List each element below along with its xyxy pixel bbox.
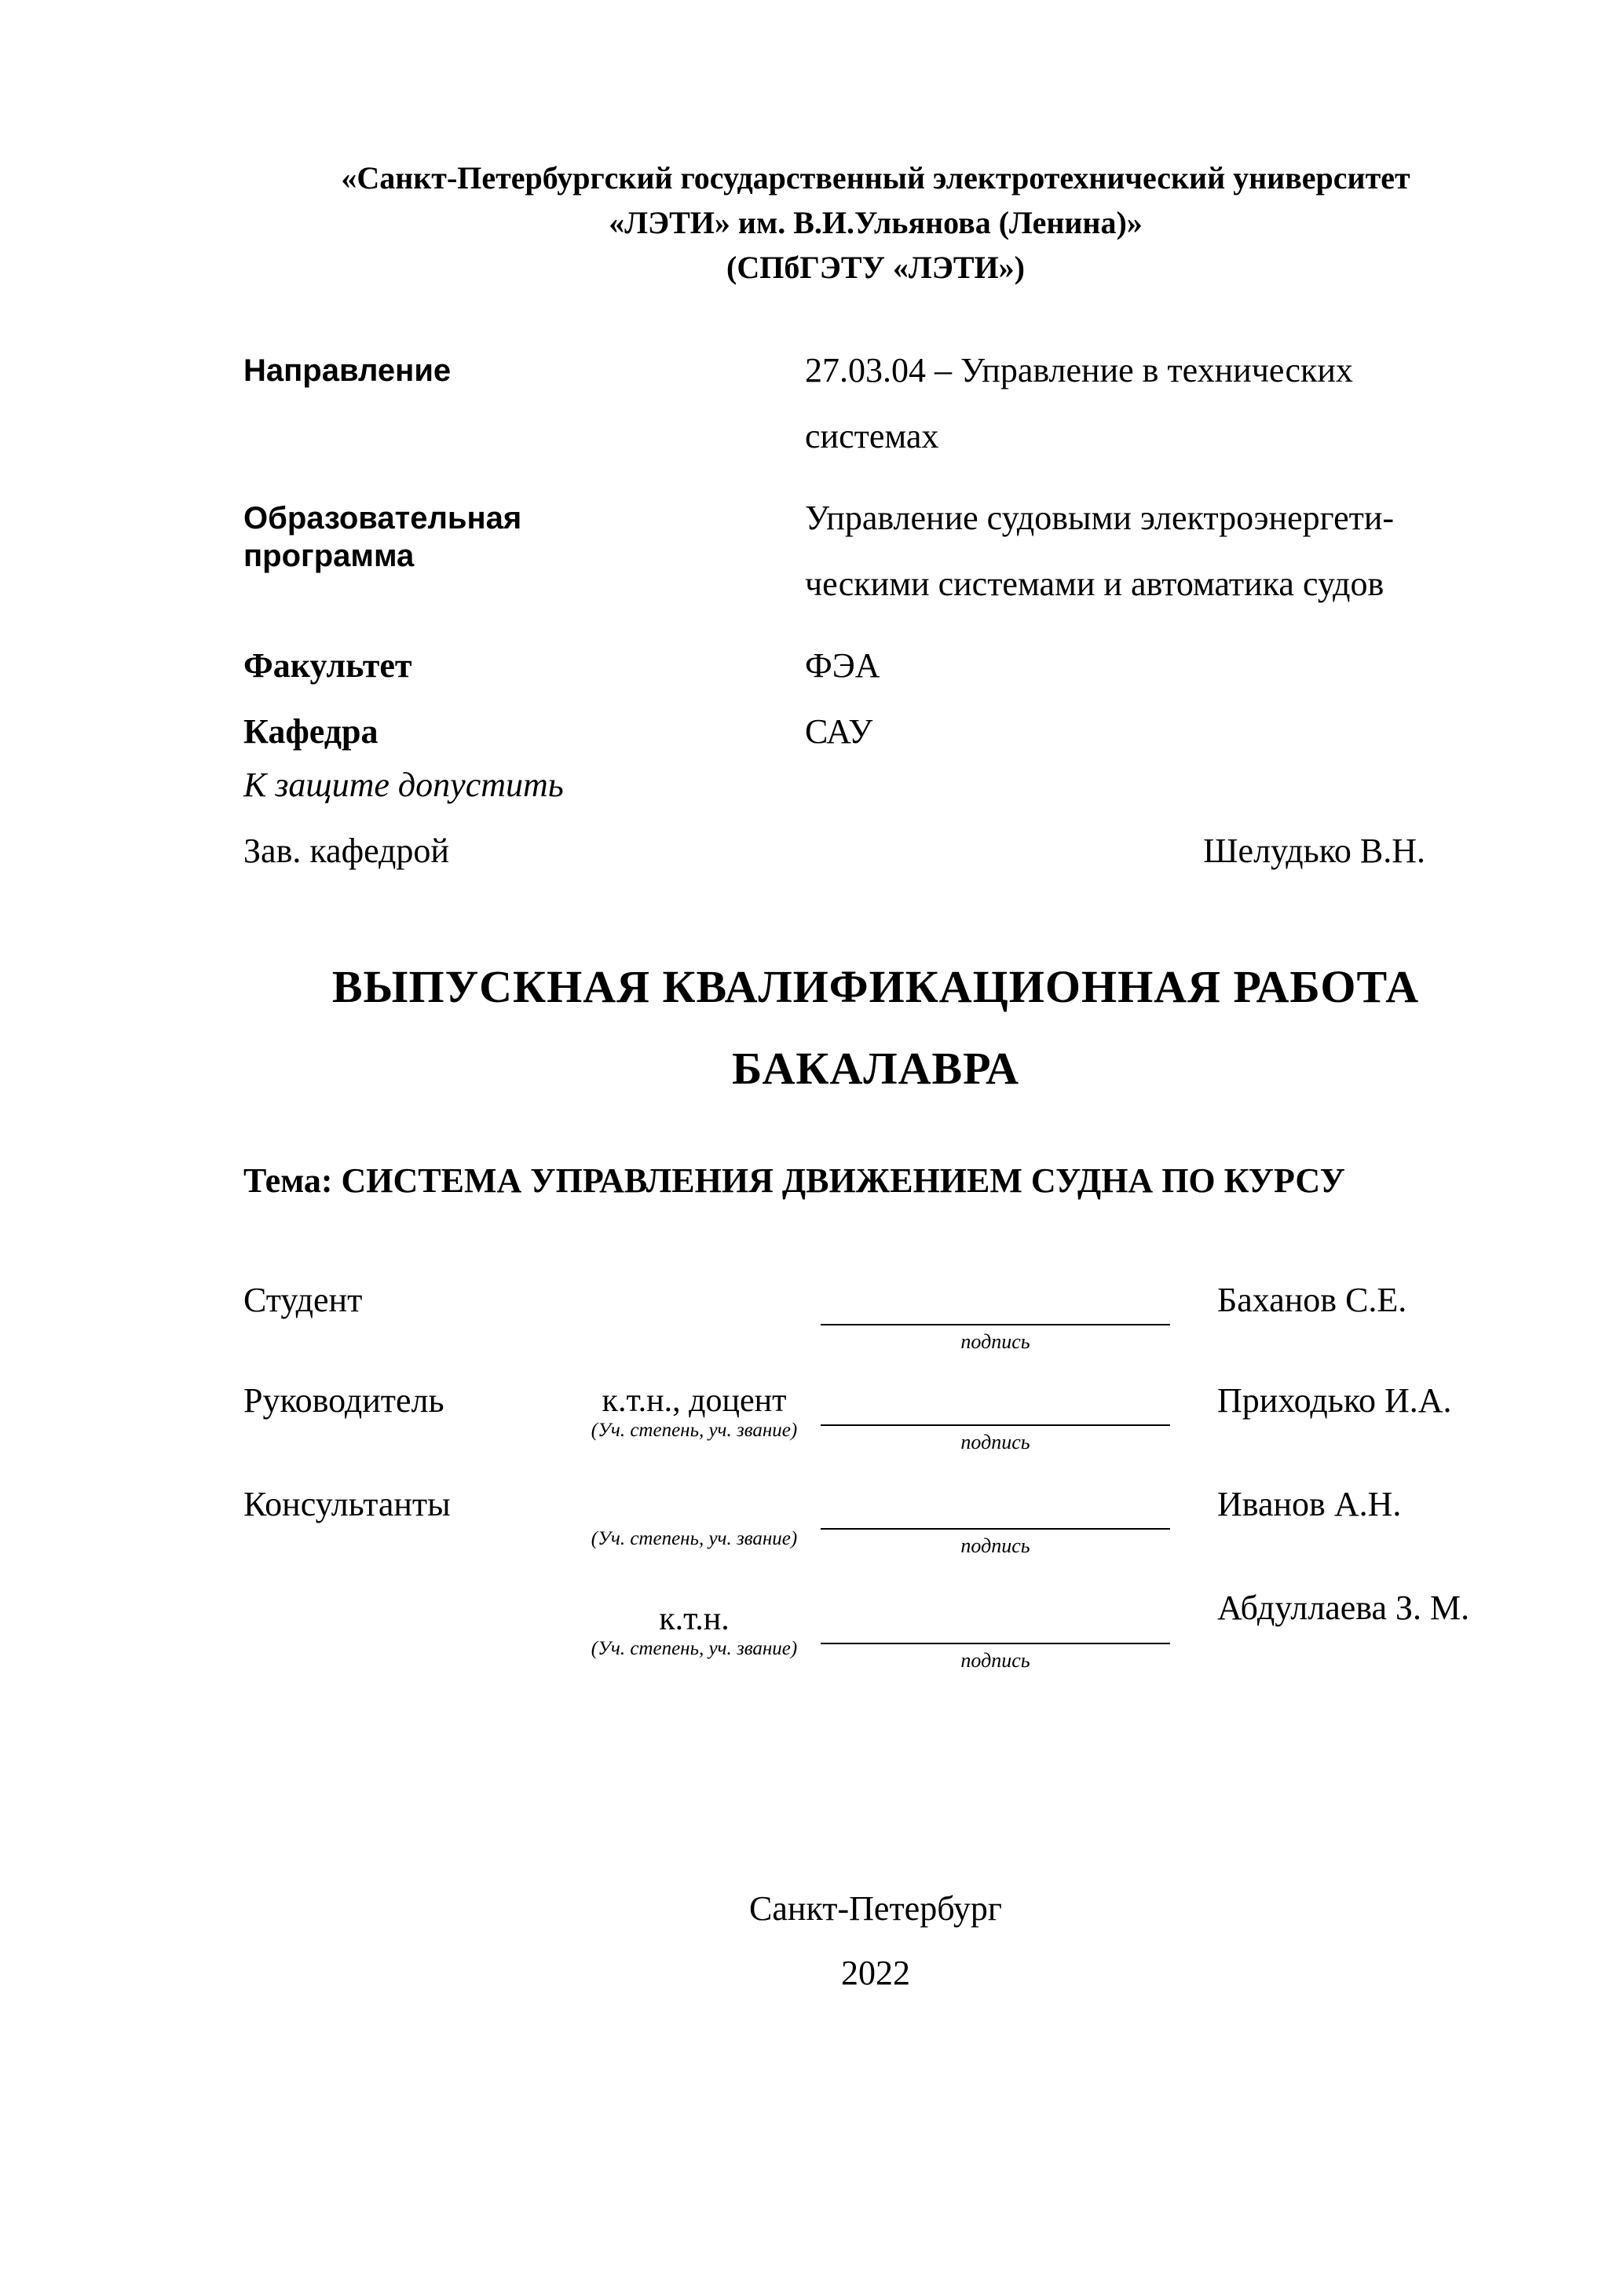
signatures-block <box>243 1280 1508 1682</box>
field-row-direction <box>243 338 1508 470</box>
role-label-consultants: Консультанты <box>243 1485 451 1523</box>
signature-caption-supervisor: подпись <box>960 1431 1030 1453</box>
theme-label: Тема: <box>243 1161 333 1200</box>
signature-row-student <box>243 1280 1508 1380</box>
degree-label-consultant-2: к.т.н. <box>659 1601 730 1637</box>
university-header <box>243 155 1508 290</box>
theme-text: СИСТЕМА УПРАВЛЕНИЯ ДВИЖЕНИЕМ СУДНА ПО КУРСУ <box>341 1161 1345 1200</box>
work-title-line-1: ВЫПУСКНАЯ КВАЛИФИКАЦИОННАЯ РАБОТА <box>331 961 1420 1012</box>
signature-row-supervisor <box>243 1380 1508 1484</box>
footer-city: Санкт-Петербург <box>749 1889 1002 1928</box>
degree-note-supervisor: (Уч. степень, уч. звание) <box>591 1420 798 1441</box>
role-label-supervisor: Руководитель <box>243 1381 444 1420</box>
field-value-program-line-2: ческими системами и автоматика судов <box>805 565 1384 603</box>
field-label-program <box>243 485 805 617</box>
field-label-program-line-2: программа <box>243 539 415 573</box>
admission-block <box>243 752 1508 875</box>
field-row-program <box>243 485 1508 617</box>
field-value-direction-line-2: системах <box>805 417 939 455</box>
theme-line <box>243 1161 1508 1201</box>
footer-block <box>243 1877 1508 2005</box>
signature-caption-student: подпись <box>960 1330 1030 1353</box>
person-name-supervisor: Приходько И.А. <box>1217 1381 1452 1420</box>
field-value-program <box>805 485 1508 617</box>
field-label-direction: Направление <box>243 353 452 388</box>
signature-line-student <box>821 1280 1170 1325</box>
head-of-department-row <box>243 828 1508 875</box>
university-name-line-2: «ЛЭТИ» им. В.И.Ульянова (Ленина)» <box>609 205 1143 240</box>
person-name-consultant-1: Иванов А.Н. <box>1217 1485 1402 1523</box>
university-name-line-3: (СПбГЭТУ «ЛЭТИ») <box>726 250 1025 285</box>
field-label-faculty: Факультет <box>243 646 412 685</box>
field-value-direction <box>805 338 1508 470</box>
signature-line-consultant-1 <box>821 1484 1170 1530</box>
degree-note-consultant-1: (Уч. степень, уч. звание) <box>591 1528 798 1549</box>
field-row-faculty <box>243 633 1508 699</box>
signature-line-supervisor <box>821 1380 1170 1426</box>
field-value-department: САУ <box>805 712 873 751</box>
field-label-department: Кафедра <box>243 712 379 751</box>
admission-note: К защите допустить <box>243 766 564 804</box>
fields-block <box>243 338 1508 765</box>
footer-year: 2022 <box>841 1954 910 1992</box>
person-name-student: Баханов С.Е. <box>1217 1281 1407 1319</box>
signature-caption-consultant-1: подпись <box>960 1534 1030 1557</box>
person-name-consultant-2: Абдуллаева З. М. <box>1217 1589 1470 1627</box>
role-label-student: Студент <box>243 1281 363 1319</box>
work-title <box>243 946 1508 1110</box>
field-value-faculty: ФЭА <box>805 646 880 685</box>
degree-label-supervisor: к.т.н., доцент <box>602 1383 787 1419</box>
field-label-program-line-1: Образовательная <box>243 501 522 536</box>
signature-line-consultant-2 <box>821 1599 1170 1644</box>
signature-caption-consultant-2: подпись <box>960 1649 1030 1672</box>
page-content <box>243 0 1508 2296</box>
work-title-line-2: БАКАЛАВРА <box>731 1043 1020 1094</box>
field-value-program-line-1: Управление судовыми электроэнергети- <box>805 499 1395 537</box>
head-of-department-name: Шелудько В.Н. <box>1203 832 1425 870</box>
head-of-department-label: Зав. кафедрой <box>243 832 449 870</box>
signature-row-consultant-1 <box>243 1484 1508 1588</box>
degree-note-consultant-2: (Уч. степень, уч. звание) <box>591 1638 798 1659</box>
university-name-line-1: «Санкт-Петербургский государственный электротехнический университет <box>341 160 1410 196</box>
field-value-direction-line-1: 27.03.04 – Управление в технических <box>805 351 1353 389</box>
signature-row-consultant-2 <box>243 1588 1508 1682</box>
